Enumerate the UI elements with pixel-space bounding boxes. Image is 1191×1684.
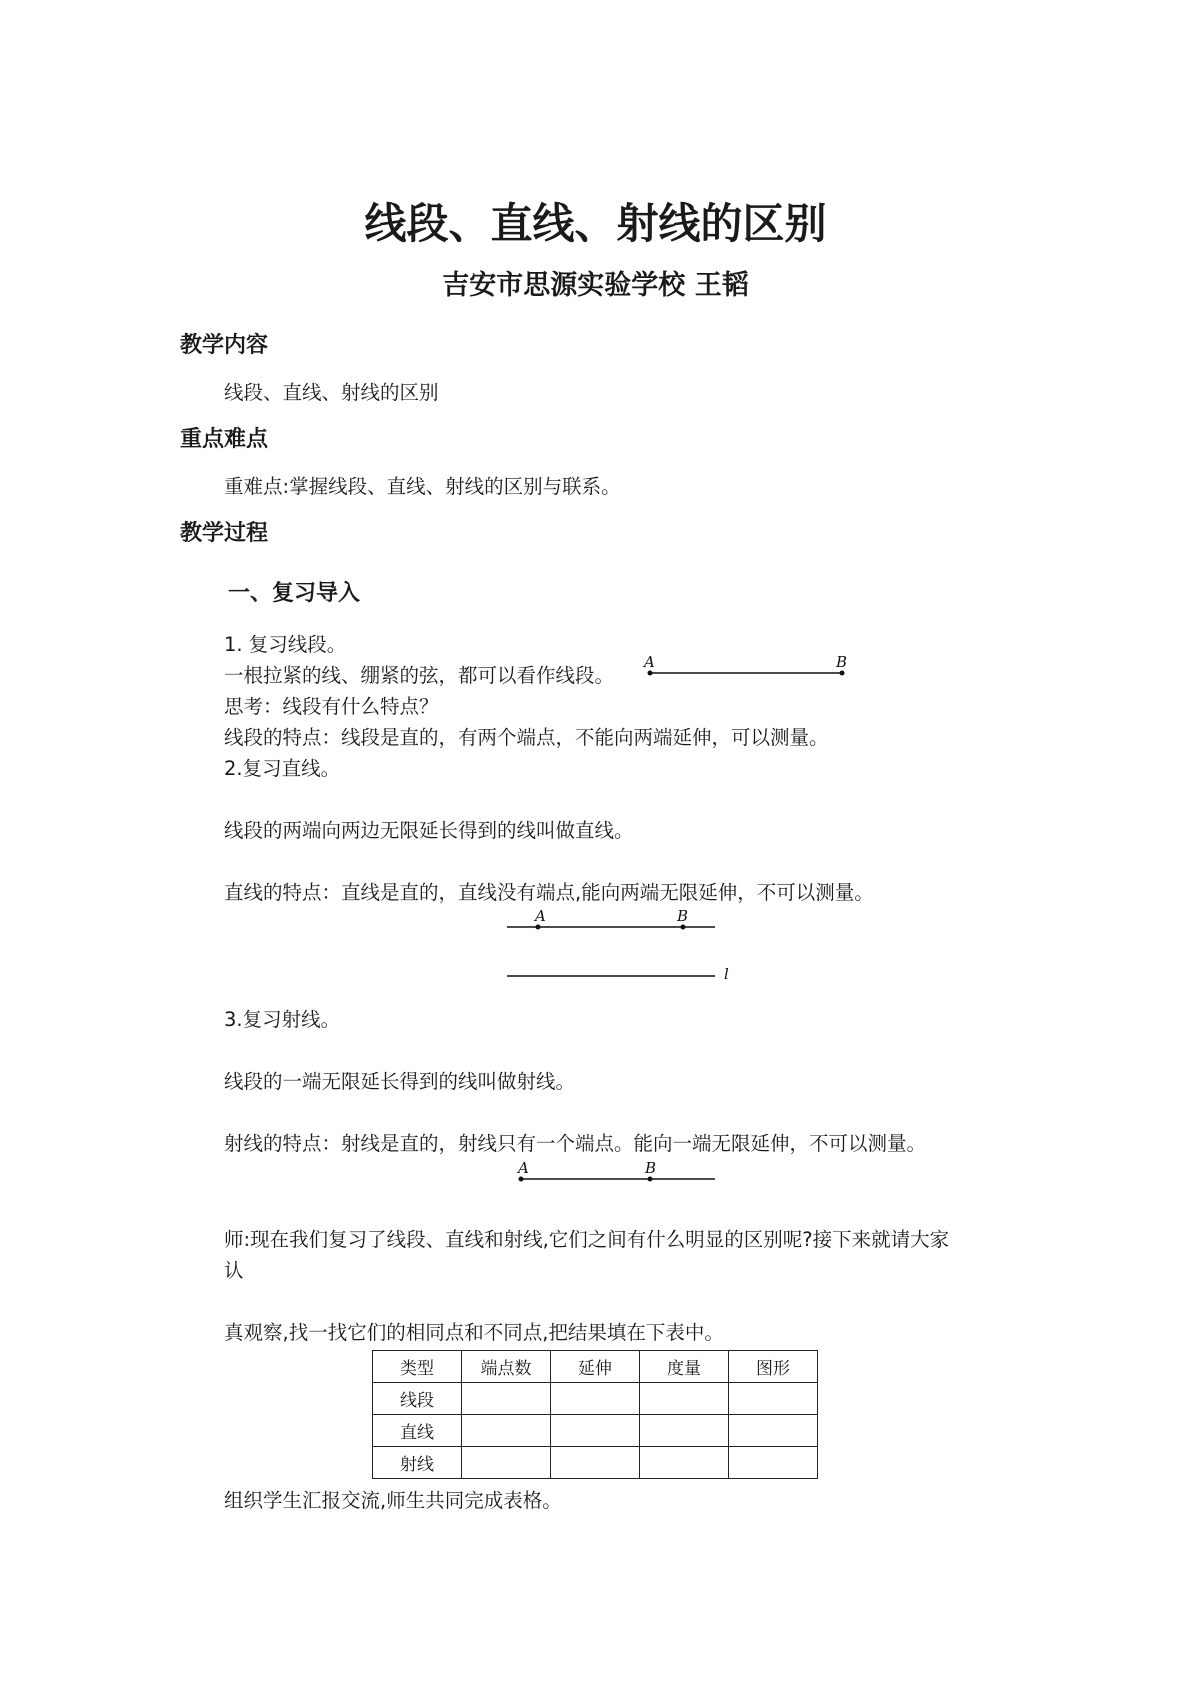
table-header-cell: 延伸 bbox=[551, 1351, 640, 1383]
comparison-table bbox=[372, 1350, 818, 1479]
ray-label-a: A bbox=[518, 1159, 529, 1177]
key-points-text: 重难点:掌握线段、直线、射线的区别与联系。 bbox=[224, 475, 621, 498]
line-feature-text: 直线的特点：直线是直的，直线没有端点,能向两端无限延伸，不可以测量。 bbox=[224, 881, 874, 904]
table-cell bbox=[640, 1447, 729, 1479]
line-point-a bbox=[536, 925, 541, 930]
ray-point-b bbox=[648, 1177, 653, 1182]
table-header-cell: 端点数 bbox=[462, 1351, 551, 1383]
line-label-a: A bbox=[535, 907, 546, 925]
heading-teaching-process: 教学过程 bbox=[180, 521, 269, 546]
table-cell bbox=[640, 1383, 729, 1415]
table-cell-type: 射线 bbox=[373, 1447, 462, 1479]
table-cell bbox=[729, 1415, 818, 1447]
segment-feature-text: 线段的特点：线段是直的，有两个端点，不能向两端延伸，可以测量。 bbox=[224, 726, 829, 749]
line-label-l: l bbox=[724, 965, 729, 983]
ray-label-b: B bbox=[645, 1159, 657, 1177]
ray-definition-text: 线段的一端无限延长得到的线叫做射线。 bbox=[224, 1070, 576, 1093]
segment-example-text: 一根拉紧的线、绷紧的弦，都可以看作线段。 bbox=[224, 664, 615, 687]
line-review-title: 2.复习直线。 bbox=[224, 757, 341, 780]
table-cell bbox=[551, 1415, 640, 1447]
table-row bbox=[373, 1383, 818, 1415]
teacher-prompt-line1: 师:现在我们复习了线段、直线和射线,它们之间有什么明显的区别呢?接下来就请大家 bbox=[224, 1228, 950, 1251]
closing-text: 组织学生汇报交流,师生共同完成表格。 bbox=[224, 1489, 562, 1512]
table-cell bbox=[640, 1415, 729, 1447]
ray-review-title: 3.复习射线。 bbox=[224, 1008, 341, 1031]
table-cell bbox=[462, 1415, 551, 1447]
segment-endpoint-b bbox=[840, 671, 845, 676]
ray-endpoint-a bbox=[519, 1177, 524, 1182]
line-ab-figure bbox=[505, 905, 725, 935]
table-cell bbox=[551, 1447, 640, 1479]
teacher-prompt-line3: 真观察,找一找它们的相同点和不同点,把结果填在下表中。 bbox=[224, 1321, 724, 1344]
table-cell bbox=[729, 1383, 818, 1415]
segment-review-title: 1. 复习线段。 bbox=[224, 633, 347, 656]
segment-label-a: A bbox=[644, 653, 655, 671]
table-header-row bbox=[373, 1351, 818, 1383]
table-cell-type: 线段 bbox=[373, 1383, 462, 1415]
table-cell bbox=[462, 1447, 551, 1479]
segment-label-b: B bbox=[836, 653, 848, 671]
table-header-cell: 度量 bbox=[640, 1351, 729, 1383]
segment-endpoint-a bbox=[648, 671, 653, 676]
line-definition-text: 线段的两端向两边无限延长得到的线叫做直线。 bbox=[224, 819, 634, 842]
ray-feature-text: 射线的特点：射线是直的，射线只有一个端点。能向一端无限延伸，不可以测量。 bbox=[224, 1132, 927, 1155]
ray-ab-figure bbox=[515, 1157, 725, 1187]
document-title: 线段、直线、射线的区别 bbox=[364, 199, 827, 248]
segment-think-question: 思考：线段有什么特点？ bbox=[224, 695, 439, 718]
heading-key-points: 重点难点 bbox=[180, 427, 269, 452]
document-author: 吉安市思源实验学校 王韬 bbox=[442, 270, 749, 301]
table-header-cell: 图形 bbox=[729, 1351, 818, 1383]
heading-review-intro: 一、复习导入 bbox=[228, 581, 361, 606]
teaching-content-text: 线段、直线、射线的区别 bbox=[224, 381, 439, 404]
table-row bbox=[373, 1447, 818, 1479]
table-header-cell: 类型 bbox=[373, 1351, 462, 1383]
table-cell bbox=[462, 1383, 551, 1415]
table-cell-type: 直线 bbox=[373, 1415, 462, 1447]
table-cell bbox=[729, 1447, 818, 1479]
heading-teaching-content: 教学内容 bbox=[180, 333, 269, 358]
line-label-b: B bbox=[677, 907, 689, 925]
line-l-figure bbox=[505, 955, 735, 985]
segment-ab-figure bbox=[640, 652, 850, 682]
teacher-prompt-line2: 认 bbox=[224, 1259, 244, 1282]
table-cell bbox=[551, 1383, 640, 1415]
line-point-b bbox=[681, 925, 686, 930]
table-row bbox=[373, 1415, 818, 1447]
